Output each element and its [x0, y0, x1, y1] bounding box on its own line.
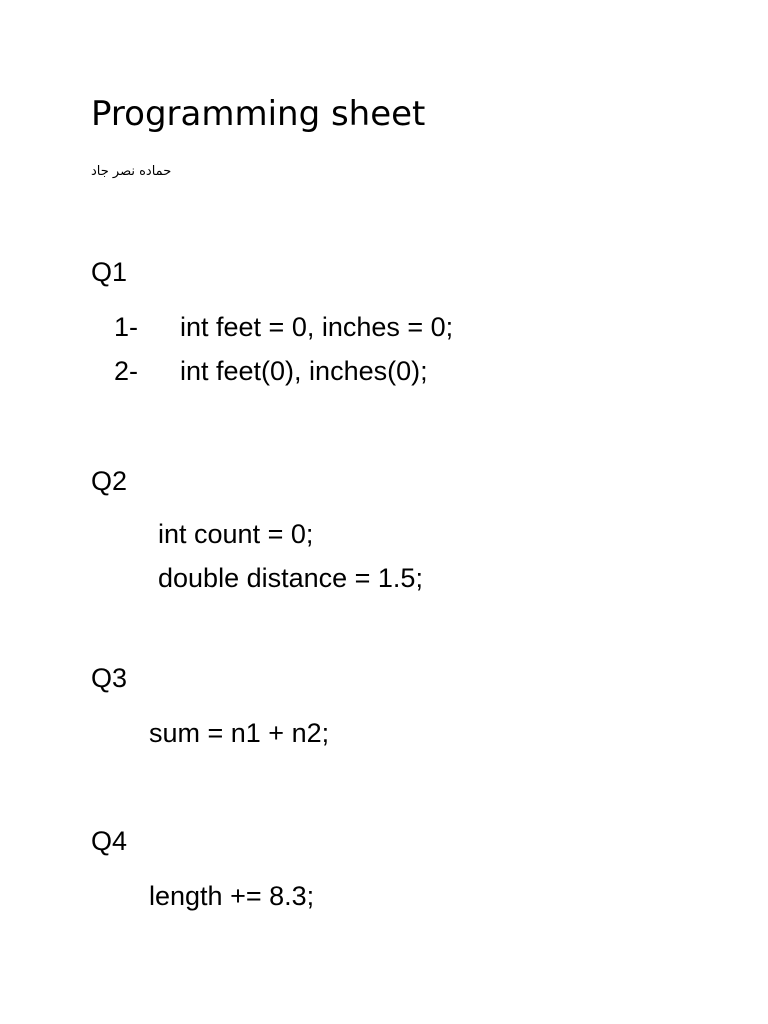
code-line: int feet = 0, inches = 0; [180, 312, 454, 342]
question-heading-q4: Q4 [91, 826, 128, 856]
code-line: length += 8.3; [149, 881, 315, 911]
code-line: int feet(0), inches(0); [180, 356, 428, 386]
code-line: double distance = 1.5; [158, 563, 423, 593]
code-line: int count = 0; [158, 519, 314, 549]
code-line: sum = n1 + n2; [149, 718, 330, 748]
question-heading-q3: Q3 [91, 663, 128, 693]
list-item-number: 1- [114, 312, 139, 342]
question-heading-q1: Q1 [91, 257, 128, 287]
question-heading-q2: Q2 [91, 466, 128, 496]
author-name: حماده نصر جاد [91, 164, 172, 179]
list-item-number: 2- [114, 356, 139, 386]
page-title: Programming sheet [91, 94, 426, 134]
